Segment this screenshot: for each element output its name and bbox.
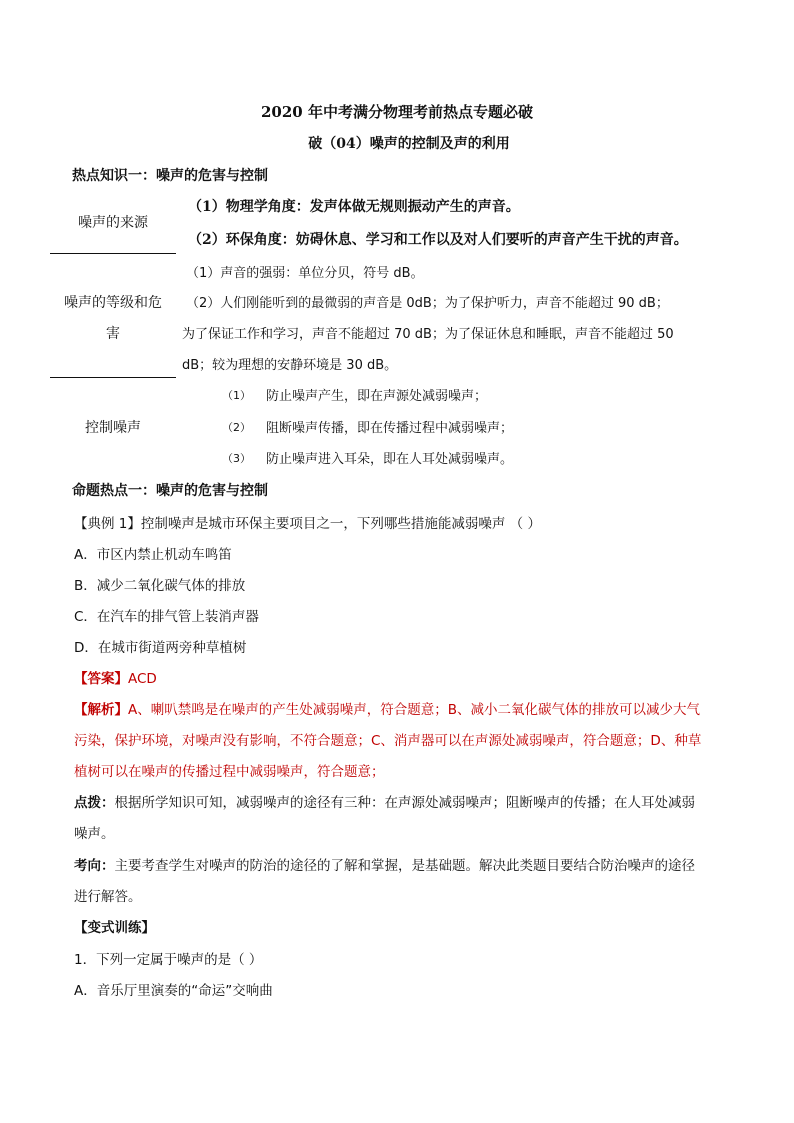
list-item: 阻断噪声传播，即在传播过程中减弱噪声； — [266, 421, 514, 436]
tip-label: 点拨： — [74, 795, 115, 811]
analysis-line: 植树可以在噪声的传播过程中减弱噪声，符合题意； — [74, 764, 385, 780]
example-question: 【典例 1】控制噪声是城市环保主要项目之一，下列哪些措施能减弱噪声 （ ） — [74, 516, 541, 532]
table-label-noise-level-cont: 害 — [106, 326, 120, 342]
focus-text: 主要考查学生对噪声的防治的途径的了解和掌握，是基础题。解决此类题目要结合防治噪声的途径 — [114, 858, 695, 874]
page-title: 2020 年中考满分物理考前热点专题必破 — [261, 103, 533, 121]
table-cell-line: （2）环保角度：妨碍休息、学习和工作以及对人们要听的声音产生干扰的声音。 — [188, 232, 688, 248]
tip-text: 根据所学知识可知，减弱噪声的途径有三种：在声源处减弱噪声；阻断噪声的传播；在人耳处减弱 — [114, 795, 695, 811]
practice-option-a: A．音乐厅里演奏的“命运”交响曲 — [74, 983, 273, 999]
table-cell-line: （2）人们刚能听到的最微弱的声音是 0dB；为了保护听力，声音不能超过 90 dB； — [186, 296, 669, 311]
table-divider — [50, 253, 176, 254]
option-c: C．在汽车的排气管上装消声器 — [74, 609, 259, 625]
analysis-label: 【解析】 — [74, 702, 128, 718]
list-item-number: （1） — [222, 389, 251, 402]
table-cell-line: dB；较为理想的安静环境是 30 dB。 — [182, 358, 398, 373]
table-cell-line: 为了保证工作和学习，声音不能超过 70 dB；为了保证休息和睡眠，声音不能超过 50 — [182, 327, 674, 342]
practice-question: 1．下列一定属于噪声的是（ ） — [74, 952, 263, 968]
table-divider — [50, 377, 176, 378]
answer-value: ACD — [128, 671, 157, 687]
tip-line: 噪声。 — [74, 826, 115, 842]
option-a: A．市区内禁止机动车鸣笛 — [74, 547, 232, 563]
focus-line — [74, 854, 695, 874]
tip-line — [74, 791, 695, 811]
option-b: B．减少二氧化碳气体的排放 — [74, 578, 246, 594]
analysis-line: 污染，保护环境，对噪声没有影响，不符合题意；C、消声器可以在声源处减弱噪声，符合题意；D、种草 — [74, 733, 702, 749]
table-cell-line: （1）声音的强弱：单位分贝，符号 dB。 — [186, 266, 424, 281]
table-label-noise-level: 噪声的等级和危 — [64, 295, 162, 311]
list-item: 防止噪声产生，即在声源处减弱噪声； — [266, 389, 488, 404]
table-label-noise-source: 噪声的来源 — [78, 215, 148, 231]
table-label-noise-control: 控制噪声 — [85, 420, 141, 436]
page-subtitle: 破（04）噪声的控制及声的利用 — [308, 136, 510, 152]
analysis-line — [74, 698, 700, 718]
focus-line: 进行解答。 — [74, 889, 142, 905]
list-item-number: （3） — [222, 452, 251, 465]
list-item-number: （2） — [222, 421, 251, 434]
section-heading-hotspot: 命题热点一：噪声的危害与控制 — [72, 483, 268, 499]
section-heading-knowledge: 热点知识一：噪声的危害与控制 — [72, 168, 268, 184]
list-item: 防止噪声进入耳朵，即在人耳处减弱噪声。 — [266, 452, 514, 467]
option-d: D．在城市街道两旁种草植树 — [74, 640, 247, 656]
practice-heading: 【变式训练】 — [74, 920, 155, 936]
focus-label: 考向： — [74, 858, 115, 874]
answer — [74, 667, 157, 687]
answer-label: 【答案】 — [74, 671, 128, 687]
analysis-text: A、喇叭禁鸣是在噪声的产生处减弱噪声，符合题意；B、减小二氧化碳气体的排放可以减少大气 — [128, 702, 700, 718]
table-cell-line: （1）物理学角度：发声体做无规则振动产生的声音。 — [188, 199, 520, 215]
